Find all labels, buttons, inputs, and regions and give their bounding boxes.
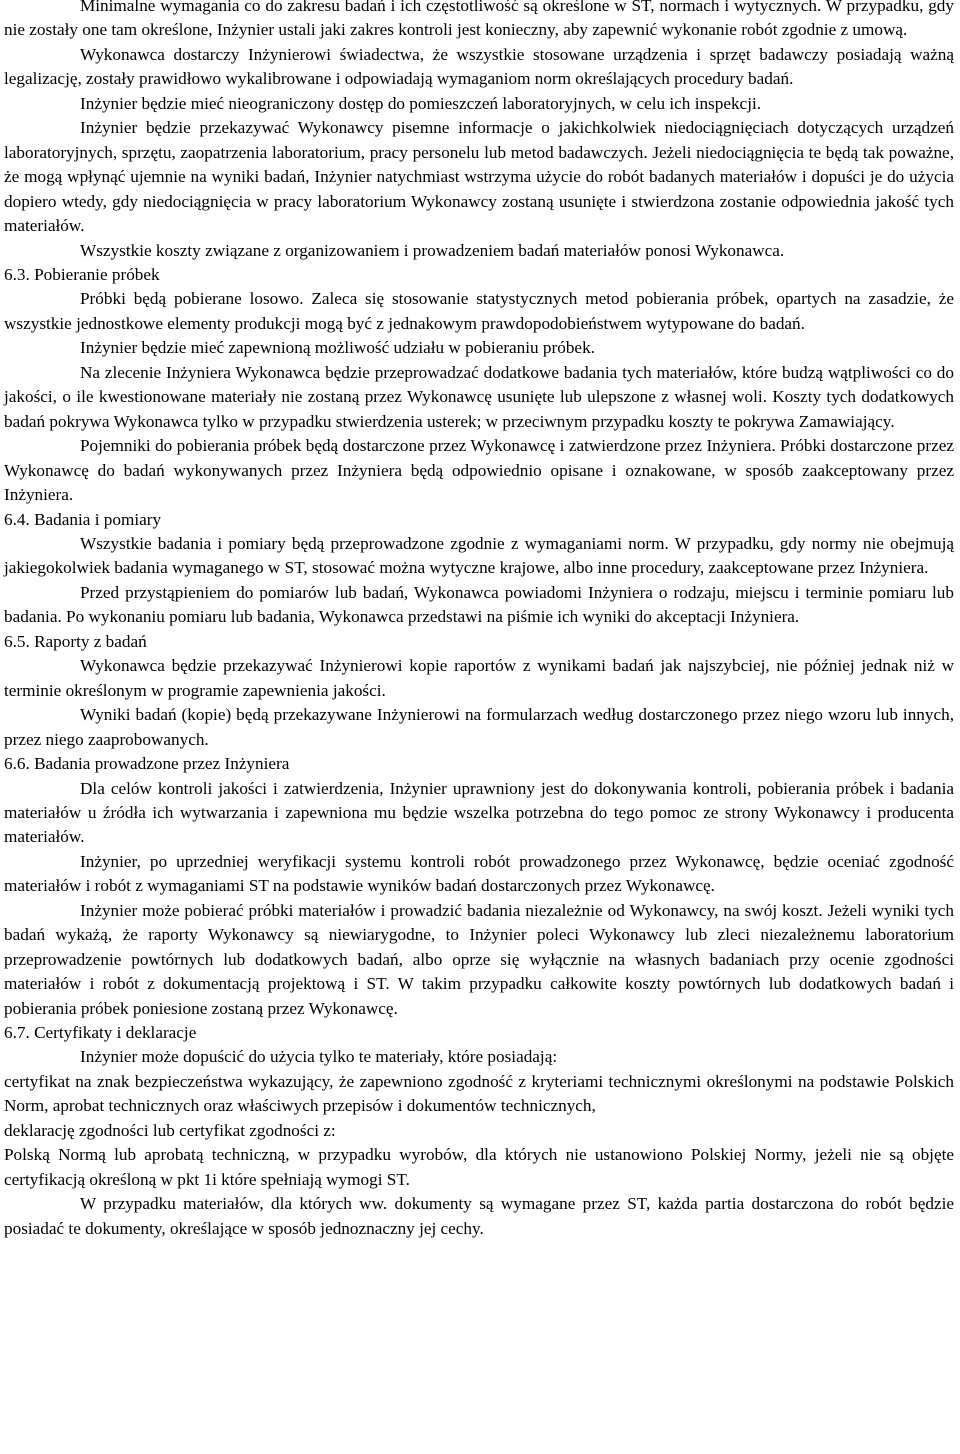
section-heading: 6.6. Badania prowadzone przez Inżyniera	[4, 754, 290, 774]
paragraph: Wykonawca będzie przekazywać Inżynierowi kopie raportów z wynikami badań jak najszybciej, nie później jednak niż w terminie określonym w programie zapewnienia jakości.	[4, 656, 954, 700]
paragraph: Wykonawca dostarczy Inżynierowi świadectwa, że wszystkie stosowane urządzenia i sprzęt badawczy posiadają ważną legalizację, zostały prawidłowo wykalibrowane i odpowiadają wymaganiom norm określających procedury badań.	[4, 44, 954, 89]
paragraph: Inżynier będzie mieć nieograniczony dostęp do pomieszczeń laboratoryjnych, w celu ich inspekcji.	[80, 93, 762, 113]
paragraph: W przypadku materiałów, dla których ww. dokumenty są wymagane przez ST, każda partia dostarczona do robót będzie posiadać te dokumenty, określające w sposób jednoznaczny jej cechy.	[4, 1194, 954, 1238]
list-item: certyfikat na znak bezpieczeństwa wykazujący, że zapewniono zgodność z kryteriami technicznymi określonymi na podstawie Polskich Norm, aprobat technicznych oraz właściwych przepisów i dokumentów technicznych,	[4, 1071, 954, 1116]
list-item: deklarację zgodności lub certyfikat zgodności z:	[4, 1120, 336, 1140]
paragraph: Inżynier może dopuścić do użycia tylko te materiały, które posiadają:	[80, 1047, 558, 1067]
paragraph: Na zlecenie Inżyniera Wykonawca będzie przeprowadzać dodatkowe badania tych materiałów, które budzą wątpliwości co do jakości, o ile kwestionowane materiały nie zostaną przez Wykonawcę usunięte lub ulepszone z własnej woli. Koszty tych dodatkowych badań pokrywa Wykonawca tylko w przypadku stwierdzenia usterek; w przeciwnym przypadku koszty te pokrywa Zamawiający.	[4, 362, 954, 431]
paragraph: Inżynier, po uprzedniej weryfikacji systemu kontroli robót prowadzonego przez Wykonawcę, będzie oceniać zgodność materiałów i robót z wymaganiami ST na podstawie wyników badań dostarczonych przez Wykonawcę.	[4, 851, 954, 896]
section-heading: 6.3. Pobieranie próbek	[4, 264, 160, 284]
paragraph: Inżynier będzie przekazywać Wykonawcy pisemne informacje o jakichkolwiek niedociągnięciach dotyczących urządzeń laboratoryjnych, sprzętu, zaopatrzenia laboratorium, pracy personelu lub metod badawczych. Jeżeli niedociągnięcia te będą tak poważne, że mogą wpłynąć ujemnie na wyniki badań, Inżynier natychmiast wstrzyma użycie do robót badanych materiałów i dopuści je do użycia dopiero wtedy, gdy niedociągnięcia w pracy laboratorium Wykonawcy zostaną usunięte i stwierdzona zostanie odpowiednia jakość tych materiałów.	[4, 118, 954, 236]
paragraph: Minimalne wymagania co do zakresu badań i ich częstotliwość są określone w ST, normach i wytycznych. W przypadku, gdy nie zostały one tam określone, Inżynier ustali jaki zakres kontroli jest konieczny, aby zapewnić wykonanie robót zgodnie z umową.	[4, 0, 954, 40]
section-heading: 6.4. Badania i pomiary	[4, 509, 162, 529]
paragraph: Inżynier może pobierać próbki materiałów i prowadzić badania niezależnie od Wykonawcy, na swój koszt. Jeżeli wyniki tych badań wykażą, że raporty Wykonawcy są niewiarygodne, to Inżynier poleci Wykonawcy lub zleci niezależnemu laboratorium przeprowadzenie powtórnych lub dodatkowych badań, albo oprze się wyłącznie na własnych badaniach przy ocenie zgodności materiałów i robót z dokumentacją projektową i ST. W takim przypadku całkowite koszty powtórnych lub dodatkowych badań i pobierania próbek poniesione zostaną przez Wykonawcę.	[4, 900, 954, 1018]
paragraph: Próbki będą pobierane losowo. Zaleca się stosowanie statystycznych metod pobierania próbek, opartych na zasadzie, że wszystkie jednostkowe elementy produkcji mogą być z jednakowym prawdopodobieństwem wytypowane do badań.	[4, 289, 954, 333]
list-item: Polską Normą lub aprobatą techniczną, w przypadku wyrobów, dla których nie ustanowiono Polskiej Normy, jeżeli nie są objęte certyfikacją określoną w pkt 1i które spełniają wymogi ST.	[4, 1145, 954, 1189]
paragraph: Wszystkie badania i pomiary będą przeprowadzone zgodnie z wymaganiami norm. W przypadku, gdy normy nie obejmują jakiegokolwiek badania wymaganego w ST, stosować można wytyczne krajowe, albo inne procedury, zaakceptowane przez Inżyniera.	[4, 533, 954, 578]
section-heading: 6.5. Raporty z badań	[4, 631, 147, 651]
paragraph: Wyniki badań (kopie) będą przekazywane Inżynierowi na formularzach według dostarczonego przez niego wzoru lub innych, przez niego zaaprobowanych.	[4, 705, 954, 749]
section-heading: 6.7. Certyfikaty i deklaracje	[4, 1023, 197, 1043]
paragraph: Pojemniki do pobierania próbek będą dostarczone przez Wykonawcę i zatwierdzone przez Inżyniera. Próbki dostarczone przez Wykonawcę do badań wykonywanych przez Inżyniera będą odpowiednio opisane i oznakowane, w sposób zaakceptowany przez Inżyniera.	[4, 436, 954, 505]
paragraph: Inżynier będzie mieć zapewnioną możliwość udziału w pobieraniu próbek.	[80, 338, 595, 358]
paragraph: Wszystkie koszty związane z organizowaniem i prowadzeniem badań materiałów ponosi Wykonawca.	[80, 240, 785, 260]
paragraph: Dla celów kontroli jakości i zatwierdzenia, Inżynier uprawniony jest do dokonywania kontroli, pobierania próbek i badania materiałów u źródła ich wytwarzania i zapewniona mu będzie wszelka potrzebna do tego pomoc ze strony Wykonawcy i producenta materiałów.	[4, 778, 954, 847]
paragraph: Przed przystąpieniem do pomiarów lub badań, Wykonawca powiadomi Inżyniera o rodzaju, miejscu i terminie pomiaru lub badania. Po wykonaniu pomiaru lub badania, Wykonawca przedstawi na piśmie ich wyniki do akceptacji Inżyniera.	[4, 582, 954, 627]
